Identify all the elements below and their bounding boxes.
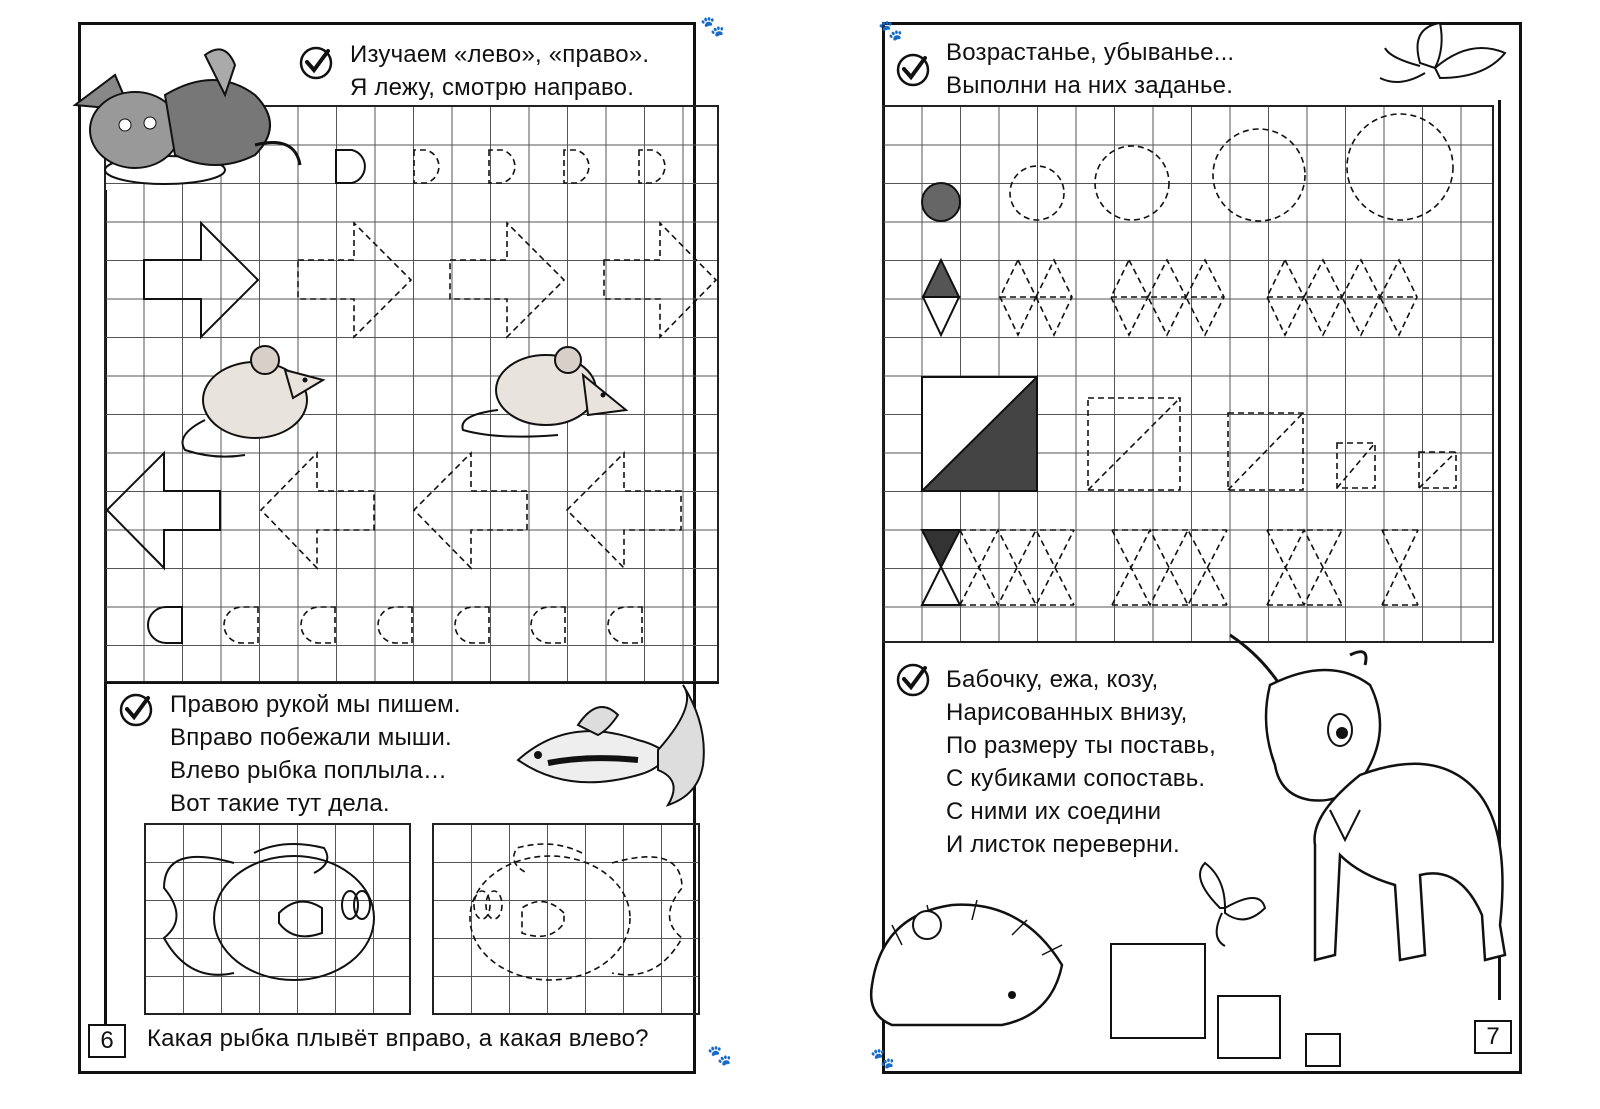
hedgehog-illustration	[862, 885, 1072, 1035]
poem-line: Вот такие тут дела.	[170, 790, 390, 817]
checkmark-icon	[895, 662, 931, 698]
goat-illustration	[1220, 625, 1530, 1035]
fish-illustration	[508, 685, 708, 810]
poem-line: По размеру ты поставь,	[946, 732, 1216, 759]
large-square	[1110, 943, 1206, 1039]
checkmark-icon	[298, 45, 334, 81]
small-square	[1305, 1033, 1341, 1067]
poem-line: И листок переверни.	[946, 831, 1180, 858]
mouse-illustration	[175, 340, 335, 465]
poem-line: Влево рыбка поплыла…	[170, 757, 448, 784]
checkmark-icon	[118, 692, 154, 728]
paw-icon: 🐾	[707, 1045, 732, 1067]
left-heading	[350, 38, 649, 104]
paw-icon: 🐾	[870, 1048, 895, 1070]
butterfly-illustration	[1180, 858, 1270, 948]
fish-drawing-left-facing	[432, 823, 700, 1015]
left-poem	[170, 688, 461, 820]
page-number: 6	[88, 1024, 126, 1058]
poem-line: С кубиками сопоставь.	[946, 765, 1206, 792]
heading-line: Возрастанье, убыванье...	[946, 39, 1235, 66]
question-text: Какая рыбка плывёт вправо, а какая влево?	[147, 1025, 649, 1052]
checkmark-icon	[895, 52, 931, 88]
poem-line: Правою рукой мы пишем.	[170, 691, 461, 718]
right-poem	[946, 663, 1216, 861]
paw-icon: 🐾	[700, 16, 725, 38]
mouse-illustration	[458, 345, 633, 445]
right-size-exercises	[882, 105, 1494, 643]
poem-line: Вправо побежали мыши.	[170, 724, 452, 751]
medium-square	[1217, 995, 1281, 1059]
poem-line: Нарисованных внизу,	[946, 699, 1188, 726]
heading-line: Я лежу, смотрю направо.	[350, 74, 635, 101]
poem-line: Бабочку, ежа, козу,	[946, 666, 1159, 693]
poem-line: С ними их соедини	[946, 798, 1162, 825]
paw-icon: 🐾	[878, 20, 903, 42]
page-number: 7	[1474, 1020, 1512, 1054]
heading-line: Изучаем «лево», «право».	[350, 41, 650, 68]
butterfly-illustration	[1380, 18, 1510, 103]
fish-drawing-right-facing	[144, 823, 411, 1015]
right-heading	[946, 36, 1234, 102]
heading-line: Выполни на них заданье.	[946, 72, 1234, 99]
left-divider	[104, 682, 719, 684]
